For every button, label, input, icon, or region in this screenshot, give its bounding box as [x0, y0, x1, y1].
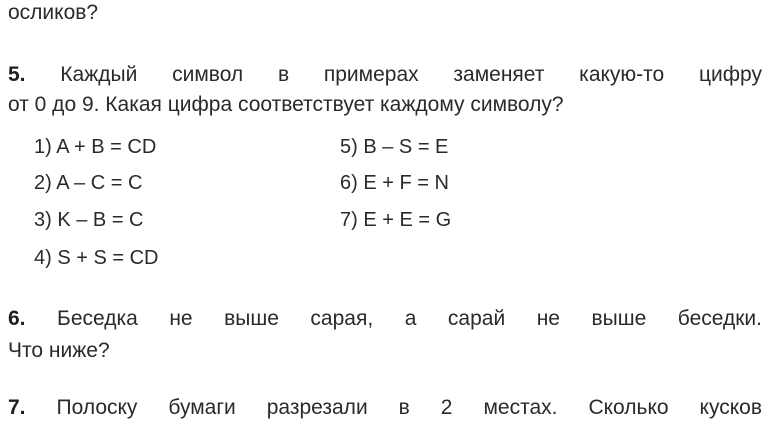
- problem-7-line-1: [8, 395, 762, 421]
- problem-7-text-1: Полоску бумаги разрезали в 2 местах. Сколько кусков: [56, 396, 763, 419]
- problem-5-text-1: Каждый символ в примерах заменяет какую-то цифру: [60, 63, 762, 86]
- equation-7: 7) E + E = G: [340, 209, 452, 231]
- equation-5: 5) B – S = E: [340, 136, 449, 158]
- problem-7-number: 7.: [8, 396, 26, 419]
- previous-problem-ending: осликов?: [8, 1, 99, 24]
- problem-5-line-1: [8, 62, 762, 88]
- equation-6: 6) E + F = N: [340, 172, 449, 194]
- problem-6-number: 6.: [8, 307, 26, 330]
- problem-5-line-2: от 0 до 9. Какая цифра соответствует каждому символу?: [8, 93, 564, 116]
- equation-4: 4) S + S = CD: [34, 247, 159, 269]
- problem-6-text-1: Беседка не выше сарая, а сарай не выше беседки.: [57, 307, 762, 330]
- equation-3: 3) K – B = C: [34, 209, 144, 231]
- problem-6-line-1: [8, 306, 762, 332]
- equation-2: 2) A – C = C: [34, 172, 143, 194]
- equation-1: 1) A + B = CD: [34, 136, 157, 158]
- problem-6-line-2: Что ниже?: [8, 339, 110, 362]
- problem-5-number: 5.: [8, 63, 26, 86]
